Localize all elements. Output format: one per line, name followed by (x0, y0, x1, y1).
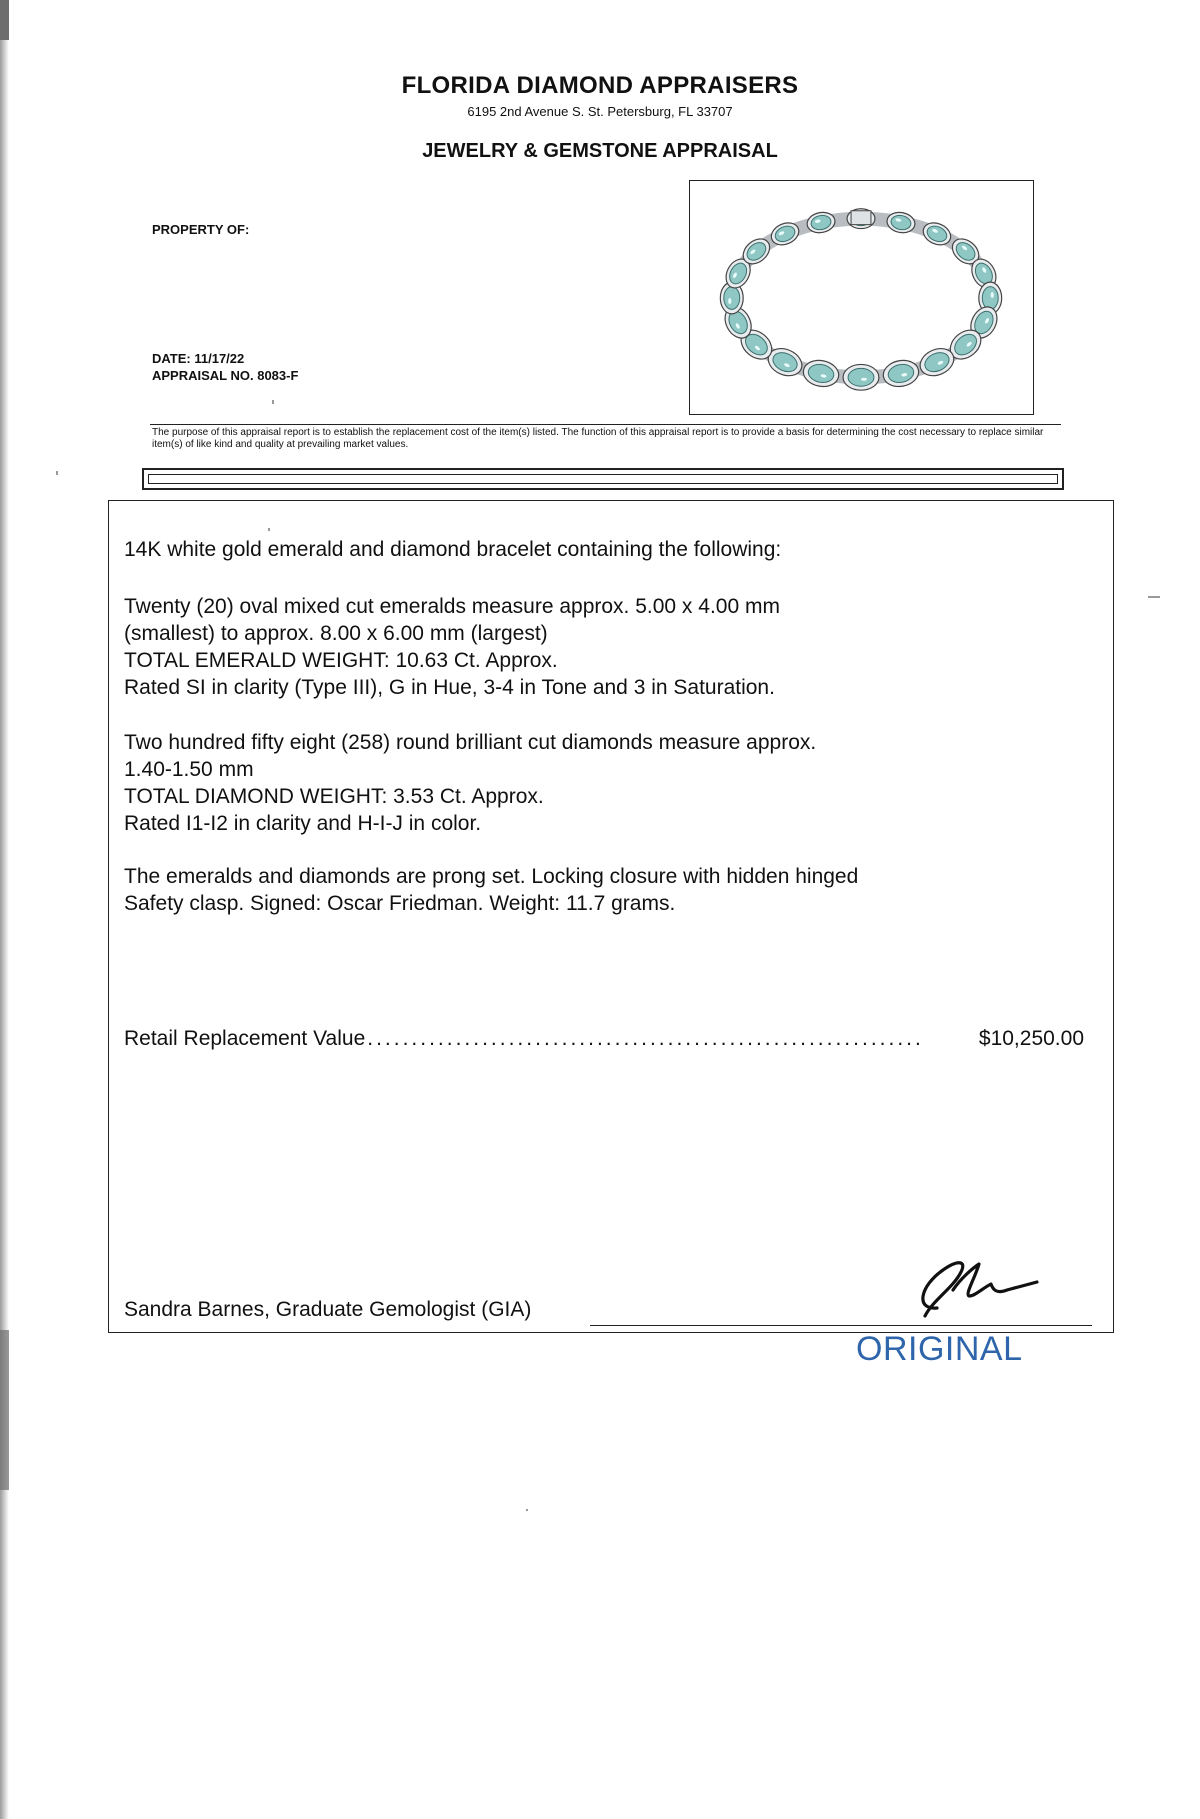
purpose-divider (150, 424, 1061, 425)
setting-line: The emeralds and diamonds are prong set. Locking closure with hidden hinged (124, 865, 859, 888)
value-leader-dots: ............................................................... (367, 1027, 924, 1050)
purpose-statement: The purpose of this appraisal report is to establish the replacement cost of the item(s) listed. The function of this appraisal report is to provide a basis for determining the cost necessary to replace similar item(s) of like kind and quality at prevailing market values. (152, 427, 1044, 450)
handwritten-signature-icon (895, 1238, 1045, 1328)
diamond-line: 1.40-1.50 mm (124, 758, 254, 781)
company-name: FLORIDA DIAMOND APPRAISERS (401, 72, 799, 99)
setting-line: Safety clasp. Signed: Oscar Friedman. Weight: 11.7 grams. (124, 892, 676, 915)
setting-details (124, 863, 1084, 917)
emerald-line: TOTAL EMERALD WEIGHT: 10.63 Ct. Approx. (124, 649, 558, 672)
appraisal-number: APPRAISAL NO. 8083-F (152, 368, 299, 383)
original-stamp: ORIGINAL (856, 1330, 1023, 1368)
diamond-details (124, 729, 1084, 837)
value-label: Retail Replacement Value (124, 1027, 366, 1050)
emerald-details (124, 593, 1084, 701)
scan-edge-shadow (0, 0, 9, 1819)
emerald-line: Twenty (20) oval mixed cut emeralds measure approx. 5.00 x 4.00 mm (124, 595, 780, 618)
date-field: DATE: 11/17/22 (152, 351, 245, 366)
emerald-stone (843, 364, 879, 390)
section-divider-bar (142, 468, 1064, 490)
scan-speck (1148, 596, 1160, 598)
retail-value-row (124, 1027, 1084, 1051)
bracelet-clasp (851, 211, 871, 225)
emerald-bracelet-photo-icon (690, 181, 1033, 414)
scan-speck (56, 471, 58, 475)
scan-speck (526, 1509, 528, 1511)
company-address: 6195 2nd Avenue S. St. Petersburg, FL 33707 (467, 104, 733, 119)
emerald-line: (smallest) to approx. 8.00 x 6.00 mm (largest) (124, 622, 548, 645)
scan-speck (268, 528, 270, 531)
scan-speck (272, 400, 274, 404)
item-intro (124, 536, 1084, 563)
signer-name: Sandra Barnes, Graduate Gemologist (GIA) (124, 1298, 532, 1321)
intro-line: 14K white gold emerald and diamond bracelet containing the following: (124, 538, 782, 561)
diamond-line: Two hundred fifty eight (258) round brilliant cut diamonds measure approx. (124, 731, 817, 754)
diamond-line: TOTAL DIAMOND WEIGHT: 3.53 Ct. Approx. (124, 785, 544, 808)
emerald-stone (801, 357, 841, 389)
property-of-label: PROPERTY OF: (152, 222, 250, 237)
emerald-stone (881, 357, 921, 389)
emerald-line: Rated SI in clarity (Type III), G in Hue, 3-4 in Tone and 3 in Saturation. (124, 676, 775, 699)
document-title: JEWELRY & GEMSTONE APPRAISAL (422, 140, 778, 162)
bracelet-photo-frame (689, 180, 1034, 415)
diamond-line: Rated I1-I2 in clarity and H-I-J in color. (124, 812, 482, 835)
value-amount: $10,250.00 (978, 1027, 1084, 1050)
